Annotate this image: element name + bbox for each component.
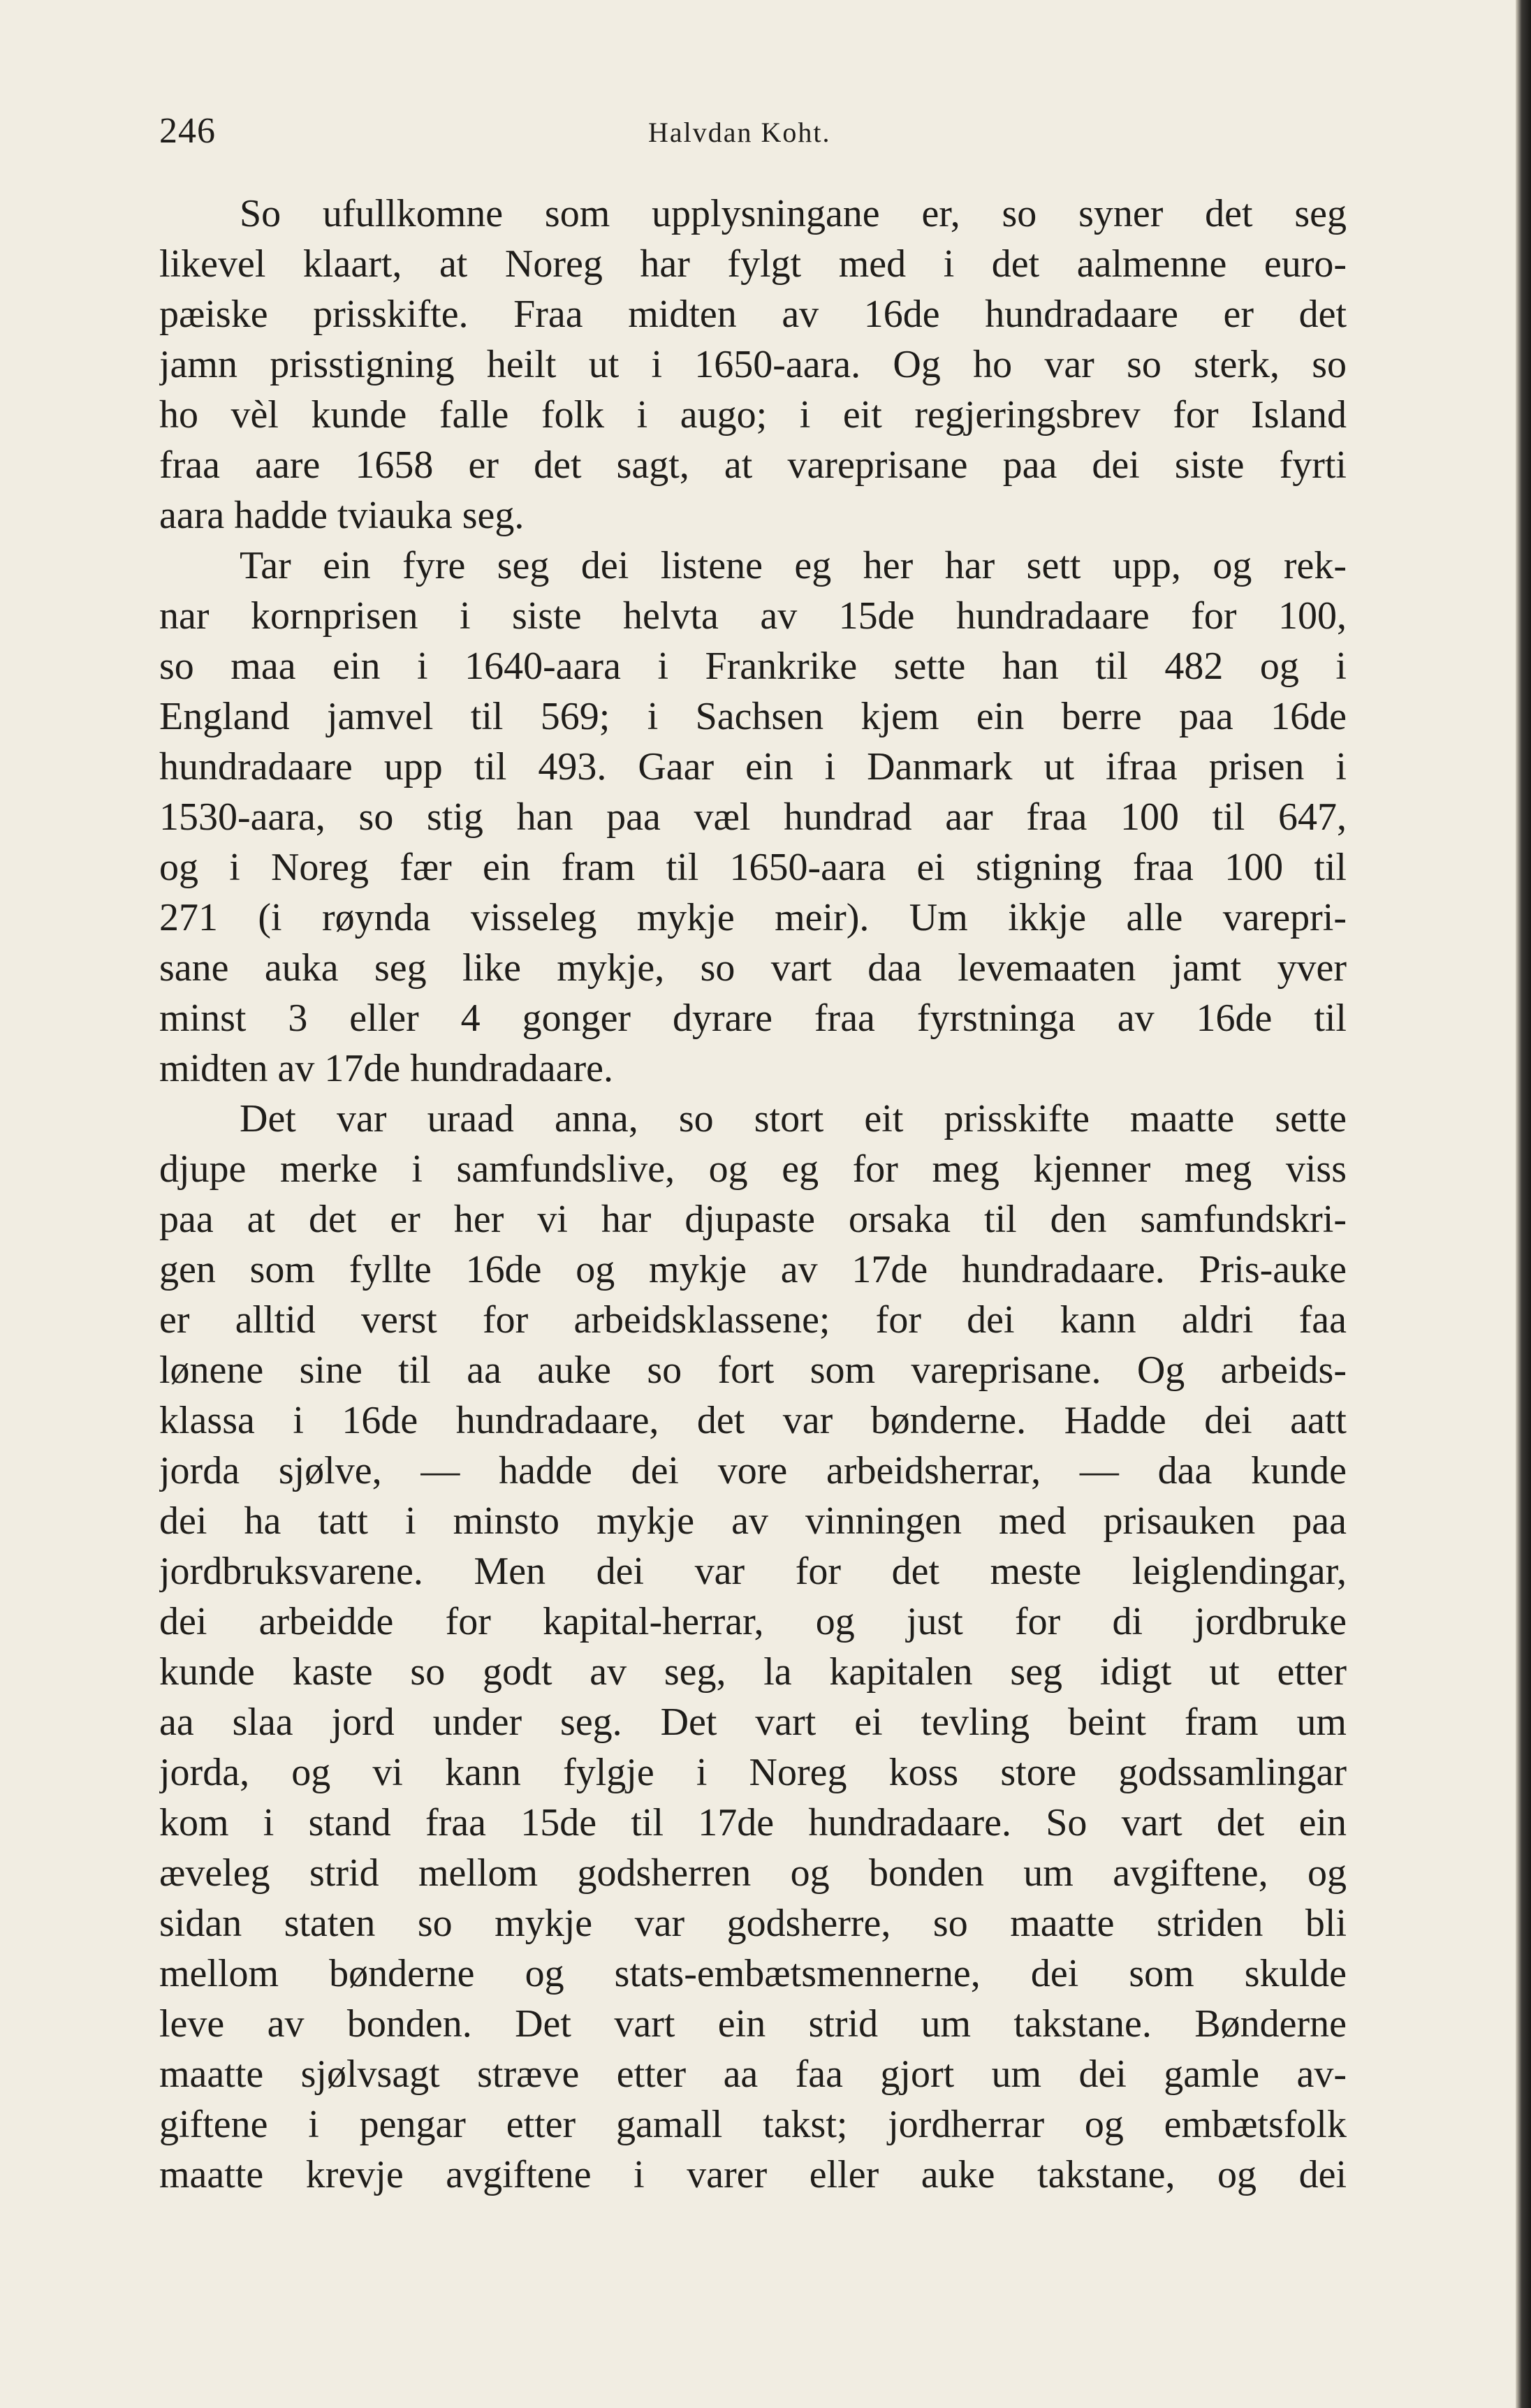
text-line: jorda sjølve, — hadde dei vore arbeidsherrar, — daa kunde bbox=[159, 1449, 1347, 1492]
text-line: djupe merke i samfundslive, og eg for meg kjenner meg viss bbox=[159, 1147, 1347, 1191]
text-line: hundradaare upp til 493. Gaar ein i Danmark ut ifraa prisen i bbox=[159, 745, 1347, 788]
text-line: So ufullkomne som upplysningane er, so syner det seg bbox=[240, 192, 1347, 235]
page-edge-shadow bbox=[1516, 0, 1531, 2408]
text-line: klassa i 16de hundradaare, det var bønderne. Hadde dei aatt bbox=[159, 1399, 1347, 1442]
text-line: minst 3 eller 4 gonger dyrare fraa fyrstninga av 16de til bbox=[159, 997, 1347, 1040]
text-line: likevel klaart, at Noreg har fylgt med i det aalmenne euro- bbox=[159, 242, 1347, 286]
text-line: sane auka seg like mykje, so vart daa levemaaten jamt yver bbox=[159, 946, 1347, 990]
text-line: maatte krevje avgiftene i varer eller auke takstane, og dei bbox=[159, 2153, 1347, 2196]
text-line: dei arbeidde for kapital-herrar, og just for di jordbruke bbox=[159, 1600, 1347, 1643]
text-line: midten av 17de hundradaare. bbox=[159, 1047, 613, 1090]
text-line: ho vèl kunde falle folk i augo; i eit regjeringsbrev for Island bbox=[159, 393, 1347, 436]
text-line: paa at det er her vi har djupaste orsaka til den samfundskri- bbox=[159, 1198, 1347, 1241]
text-line: 1530-aara, so stig han paa væl hundrad aar fraa 100 til 647, bbox=[159, 795, 1347, 839]
text-line: kunde kaste so godt av seg, la kapitalen seg idigt ut etter bbox=[159, 1650, 1347, 1694]
text-line: jamn prisstigning heilt ut i 1650-aara. Og ho var so sterk, so bbox=[159, 343, 1347, 386]
text-line: so maa ein i 1640-aara i Frankrike sette han til 482 og i bbox=[159, 645, 1347, 688]
text-line: nar kornprisen i siste helvta av 15de hundradaare for 100, bbox=[159, 594, 1347, 638]
text-line: gen som fyllte 16de og mykje av 17de hundradaare. Pris-auke bbox=[159, 1248, 1347, 1291]
body-text bbox=[159, 189, 1347, 2200]
text-line: jordbruksvarene. Men dei var for det meste leiglendingar, bbox=[159, 1550, 1347, 1593]
text-line: og i Noreg fær ein fram til 1650-aara ei stigning fraa 100 til bbox=[159, 846, 1347, 889]
text-line: er alltid verst for arbeidsklassene; for dei kann aldri faa bbox=[159, 1298, 1347, 1342]
text-line: jorda, og vi kann fylgje i Noreg koss store godssamlingar bbox=[159, 1751, 1347, 1794]
running-title: Halvdan Koht. bbox=[648, 117, 831, 148]
text-line: lønene sine til aa auke so fort som vareprisane. Og arbeids- bbox=[159, 1349, 1347, 1392]
text-line: 271 (i røynda visseleg mykje meir). Um ikkje alle varepri- bbox=[159, 896, 1347, 939]
text-line: maatte sjølvsagt stræve etter aa faa gjort um dei gamle av- bbox=[159, 2053, 1347, 2096]
text-line: leve av bonden. Det vart ein strid um takstane. Bønderne bbox=[159, 2002, 1347, 2046]
text-line: aara hadde tviauka seg. bbox=[159, 494, 525, 537]
text-line: Det var uraad anna, so stort eit prisskifte maatte sette bbox=[240, 1097, 1347, 1140]
text-line: kom i stand fraa 15de til 17de hundradaare. So vart det ein bbox=[159, 1801, 1347, 1844]
text-line: dei ha tatt i minsto mykje av vinningen med prisauken paa bbox=[159, 1499, 1347, 1543]
text-line: England jamvel til 569; i Sachsen kjem ein berre paa 16de bbox=[159, 695, 1347, 738]
text-line: æveleg strid mellom godsherren og bonden um avgiftene, og bbox=[159, 1851, 1347, 1895]
text-line: sidan staten so mykje var godsherre, so maatte striden bli bbox=[159, 1902, 1347, 1945]
text-line: giftene i pengar etter gamall takst; jordherrar og embætsfolk bbox=[159, 2103, 1347, 2146]
text-line: Tar ein fyre seg dei listene eg her har sett upp, og rek- bbox=[240, 544, 1347, 587]
running-head bbox=[159, 110, 1347, 159]
page-number: 246 bbox=[159, 111, 216, 151]
text-line: mellom bønderne og stats-embætsmennerne, dei som skulde bbox=[159, 1952, 1347, 1995]
text-line: aa slaa jord under seg. Det vart ei tevling beint fram um bbox=[159, 1701, 1347, 1744]
text-line: fraa aare 1658 er det sagt, at vareprisane paa dei siste fyrti bbox=[159, 443, 1347, 487]
text-line: pæiske prisskifte. Fraa midten av 16de hundradaare er det bbox=[159, 293, 1347, 336]
